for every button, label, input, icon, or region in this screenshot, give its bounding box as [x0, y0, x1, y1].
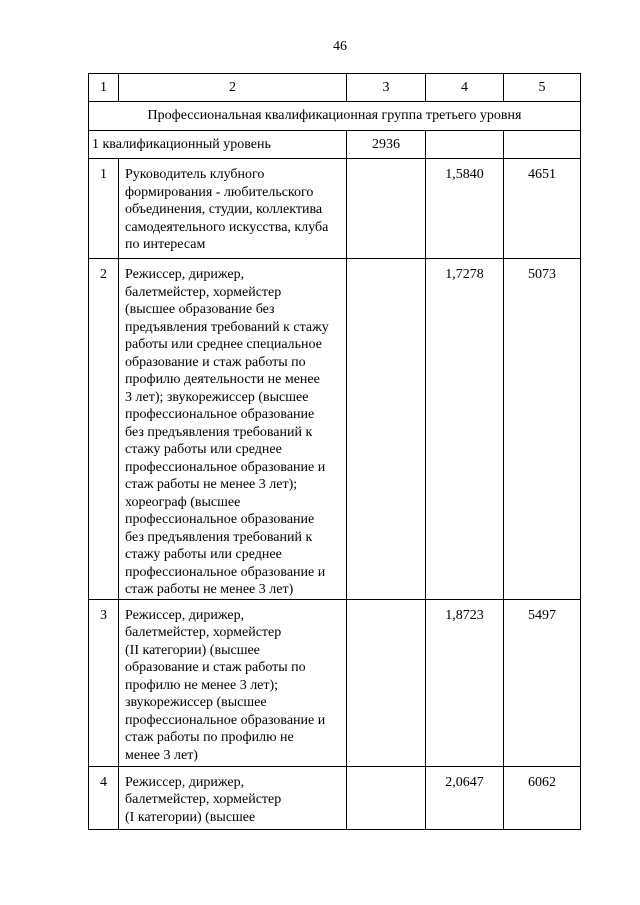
empty-cell	[347, 159, 426, 259]
table-row	[89, 599, 581, 766]
empty-cell	[347, 599, 426, 766]
salary: 5497	[504, 599, 581, 766]
header-cell: 4	[426, 74, 504, 102]
header-row	[89, 74, 581, 102]
level-label: 1 квалификационный уровень	[89, 131, 347, 159]
salary: 5073	[504, 259, 581, 600]
salary: 6062	[504, 766, 581, 829]
coefficient: 2,0647	[426, 766, 504, 829]
empty-cell	[504, 131, 581, 159]
row-number: 3	[89, 599, 119, 766]
coefficient: 1,7278	[426, 259, 504, 600]
group-row	[89, 102, 581, 131]
row-number: 4	[89, 766, 119, 829]
table-row	[89, 259, 581, 600]
level-row	[89, 131, 581, 159]
row-number: 1	[89, 159, 119, 259]
level-value: 2936	[347, 131, 426, 159]
empty-cell	[347, 766, 426, 829]
table-row	[89, 159, 581, 259]
table-row	[89, 766, 581, 829]
position-description: Режиссер, дирижер, балетмейстер, хормейстер (высшее образование без предъявления требований к стажу работы или среднее специальное образование и стаж работы по профилю деятельности не менее 3 лет); звукорежиссер (высшее профессиональное образование без предъявления требований к стажу работы или среднее профессиональное образование и стаж работы не менее 3 лет); хореограф (высшее профессиональное образование без предъявления требований к стажу работы или среднее профессиональное образование и стаж работы не менее 3 лет)	[119, 259, 347, 600]
coefficient: 1,8723	[426, 599, 504, 766]
header-cell: 2	[119, 74, 347, 102]
position-description: Режиссер, дирижер, балетмейстер, хормейстер (I категории) (высшее	[119, 766, 347, 829]
page-number: 46	[333, 39, 347, 54]
row-number: 2	[89, 259, 119, 600]
salary: 4651	[504, 159, 581, 259]
salary-table	[88, 73, 581, 830]
coefficient: 1,5840	[426, 159, 504, 259]
empty-cell	[426, 131, 504, 159]
group-title: Профессиональная квалификационная группа третьего уровня	[89, 102, 581, 131]
header-cell: 1	[89, 74, 119, 102]
position-description: Режиссер, дирижер, балетмейстер, хормейстер (II категории) (высшее образование и стаж работы по профилю не менее 3 лет); звукорежиссер (высшее профессиональное образование и стаж работы по профилю не менее 3 лет)	[119, 599, 347, 766]
header-cell: 5	[504, 74, 581, 102]
header-cell: 3	[347, 74, 426, 102]
empty-cell	[347, 259, 426, 600]
position-description: Руководитель клубного формирования - любительского объединения, студии, коллектива самодеятельного искусства, клуба по интересам	[119, 159, 347, 259]
